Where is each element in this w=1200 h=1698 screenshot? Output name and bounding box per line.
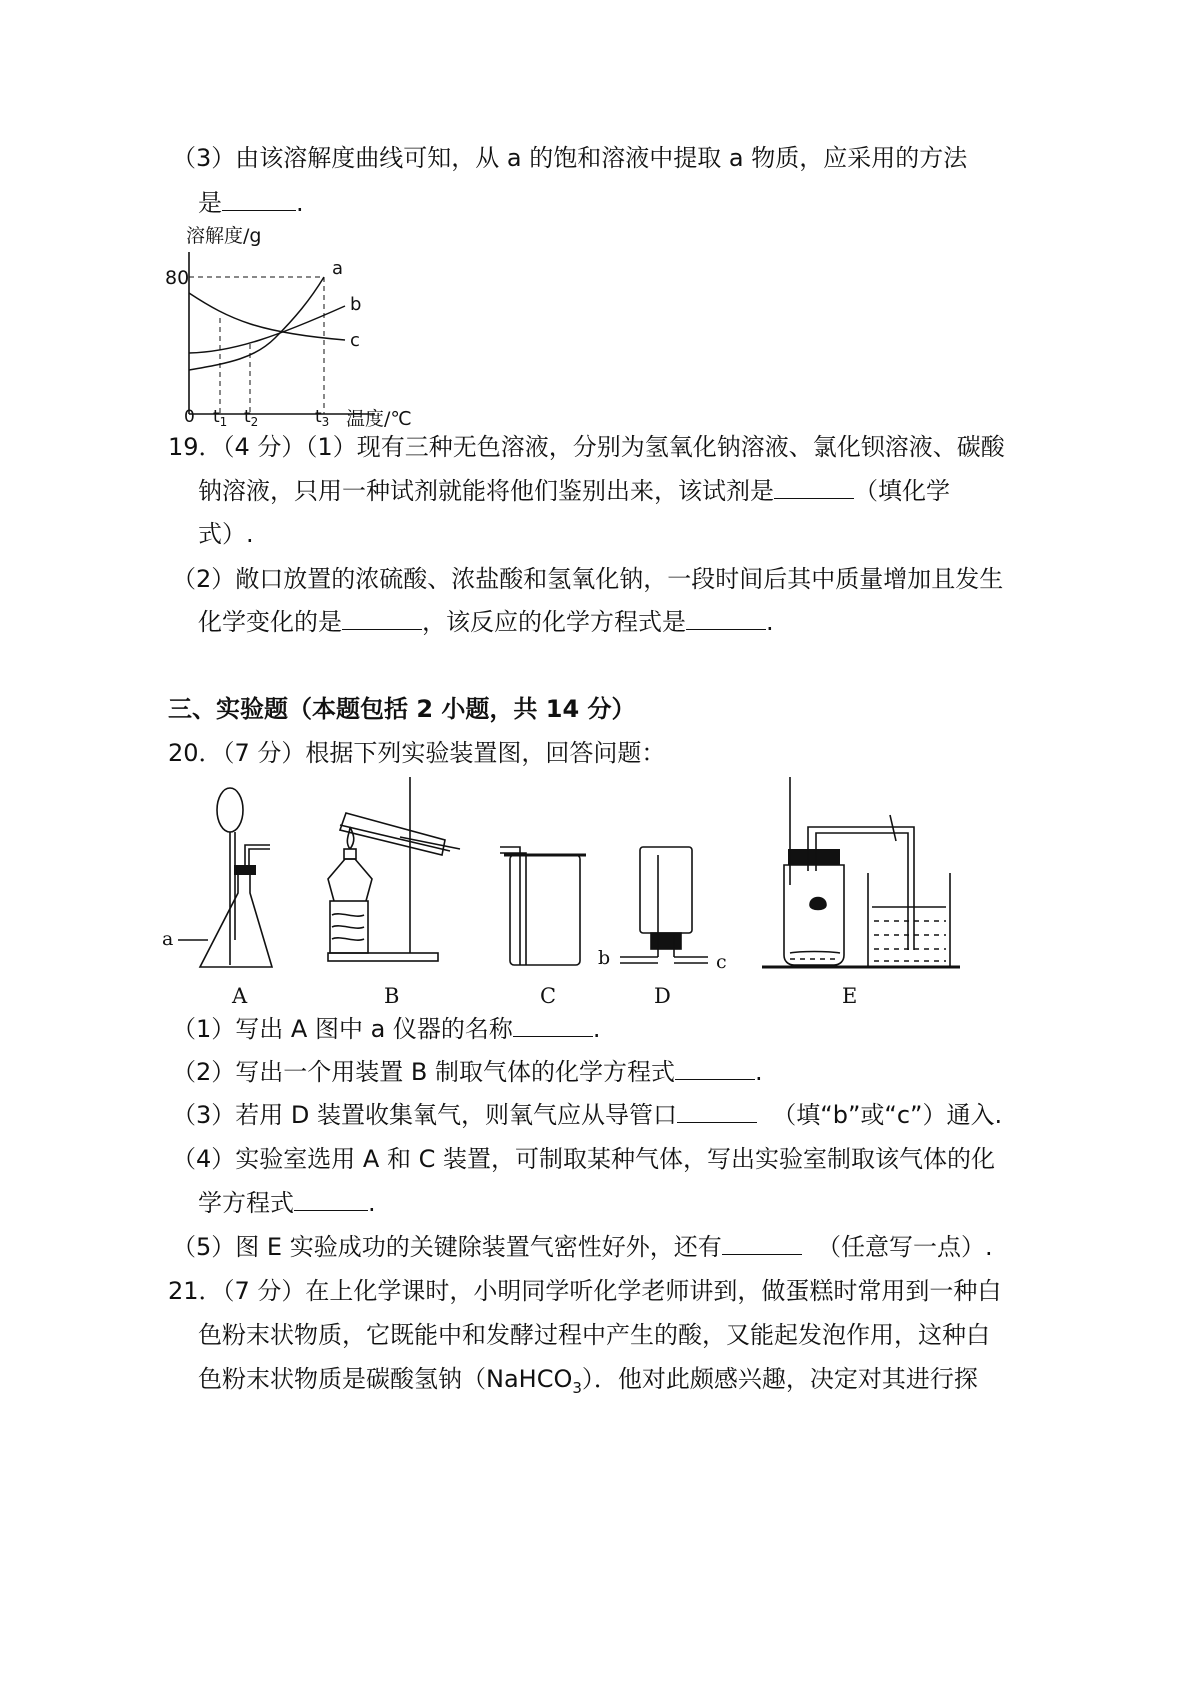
q18-text: 是: [198, 189, 222, 217]
q20-s4-line1: （4）实验室选用 A 和 C 装置，可制取某种气体，写出实验室制取该气体的化: [172, 1145, 995, 1173]
caption-D: D: [654, 984, 671, 1008]
q20-s3: [172, 1100, 1002, 1130]
q20-s5: [172, 1232, 993, 1262]
apparatus-A: [178, 788, 272, 967]
q20-end: .: [755, 1058, 763, 1086]
chart-ylabel: 溶解度/g: [186, 225, 262, 247]
q19-text: ，该反应的化学方程式是: [422, 608, 686, 636]
q21-line1: 21．（7 分）在上化学课时，小明同学听化学老师讲到，做蛋糕时常用到一种白: [168, 1277, 1002, 1305]
origin-label: 0: [184, 407, 195, 427]
tick-t3: $t_3$: [315, 407, 330, 429]
q20-intro: 20．（7 分）根据下列实验装置图，回答问题：: [168, 739, 666, 767]
q20-text: （2）写出一个用装置 B 制取气体的化学方程式: [172, 1058, 675, 1086]
q20-text: （任意写一点）.: [816, 1233, 993, 1261]
q20-s1: [172, 1014, 601, 1044]
chart-xlabel: 温度/℃: [346, 408, 412, 430]
curve-a-label: a: [332, 258, 344, 279]
curve-c-label: c: [350, 330, 360, 351]
q18-part3-line2: [198, 188, 304, 218]
q18-part3-line1: （3）由该溶解度曲线可知，从 a 的饱和溶液中提取 a 物质，应采用的方法: [172, 144, 968, 172]
q19-end: .: [766, 608, 774, 636]
q21-line3: [198, 1364, 978, 1403]
label-b: b: [598, 947, 611, 969]
label-a: a: [162, 928, 174, 950]
q21-text: ）．他对此颇感兴趣，决定对其进行探: [581, 1365, 978, 1393]
tick-t1: $t_1$: [213, 407, 228, 429]
y-tick-80: 80: [165, 267, 190, 289]
q19-line1: 19．（4 分）（1）现有三种无色溶液，分别为氢氧化钠溶液、氯化钡溶液、碳酸: [168, 433, 1005, 461]
caption-E: E: [842, 984, 858, 1008]
q19-line4: （2）敞口放置的浓硫酸、浓盐酸和氢氧化钠，一段时间后其中质量增加且发生: [172, 565, 1004, 593]
q21-subscript: 3: [572, 1378, 582, 1397]
apparatus-C: [500, 847, 586, 965]
q19-text: 化学变化的是: [198, 608, 342, 636]
curve-b-label: b: [350, 294, 362, 315]
q20-text: 学方程式: [198, 1189, 294, 1217]
answer-blank[interactable]: [222, 188, 296, 211]
q21-text: 色粉末状物质是碳酸氢钠（NaHCO: [198, 1365, 573, 1393]
answer-blank[interactable]: [513, 1014, 593, 1037]
curve-b: [189, 306, 345, 353]
q20-s4-line2: [198, 1188, 376, 1218]
answer-blank[interactable]: [722, 1232, 802, 1255]
q20-text: （3）若用 D 装置收集氧气，则氧气应从导管口: [172, 1101, 678, 1129]
tick-t2: $t_2$: [244, 407, 259, 429]
q20-text: （填“b”或“c”）通入.: [772, 1101, 1003, 1129]
section-title: 三、实验题（本题包括 2 小题，共 14 分）: [168, 695, 636, 723]
q20-text: （1）写出 A 图中 a 仪器的名称: [172, 1015, 513, 1043]
caption-A: A: [232, 984, 248, 1008]
q20-s2: [172, 1057, 763, 1087]
answer-blank[interactable]: [342, 607, 422, 630]
q20-end: .: [368, 1189, 376, 1217]
apparatus-D: [620, 847, 708, 963]
answer-blank[interactable]: [774, 476, 854, 499]
answer-blank[interactable]: [677, 1100, 757, 1123]
q19-text: 钠溶液，只用一种试剂就能将他们鉴别出来，该试剂是: [198, 477, 774, 505]
q18-end: .: [296, 189, 304, 217]
label-c: c: [716, 951, 727, 973]
q19-line2: [198, 476, 950, 506]
q20-text: （5）图 E 实验成功的关键除装置气密性好外，还有: [172, 1233, 722, 1261]
q19-text: （填化学: [854, 477, 950, 505]
q20-end: .: [592, 1015, 601, 1043]
q19-line3: 式）.: [198, 520, 254, 548]
q19-line5: [198, 607, 774, 637]
apparatus-B: [328, 777, 460, 961]
answer-blank[interactable]: [675, 1057, 755, 1080]
solubility-curve-chart: [160, 220, 430, 430]
caption-B: B: [384, 984, 400, 1008]
answer-blank[interactable]: [686, 607, 766, 630]
apparatus-E: [762, 777, 960, 967]
q21-line2: 色粉末状物质，它既能中和发酵过程中产生的酸，又能起发泡作用，这种白: [198, 1321, 990, 1349]
caption-C: C: [540, 984, 557, 1008]
apparatus-figure: [160, 775, 980, 1015]
answer-blank[interactable]: [294, 1188, 368, 1211]
